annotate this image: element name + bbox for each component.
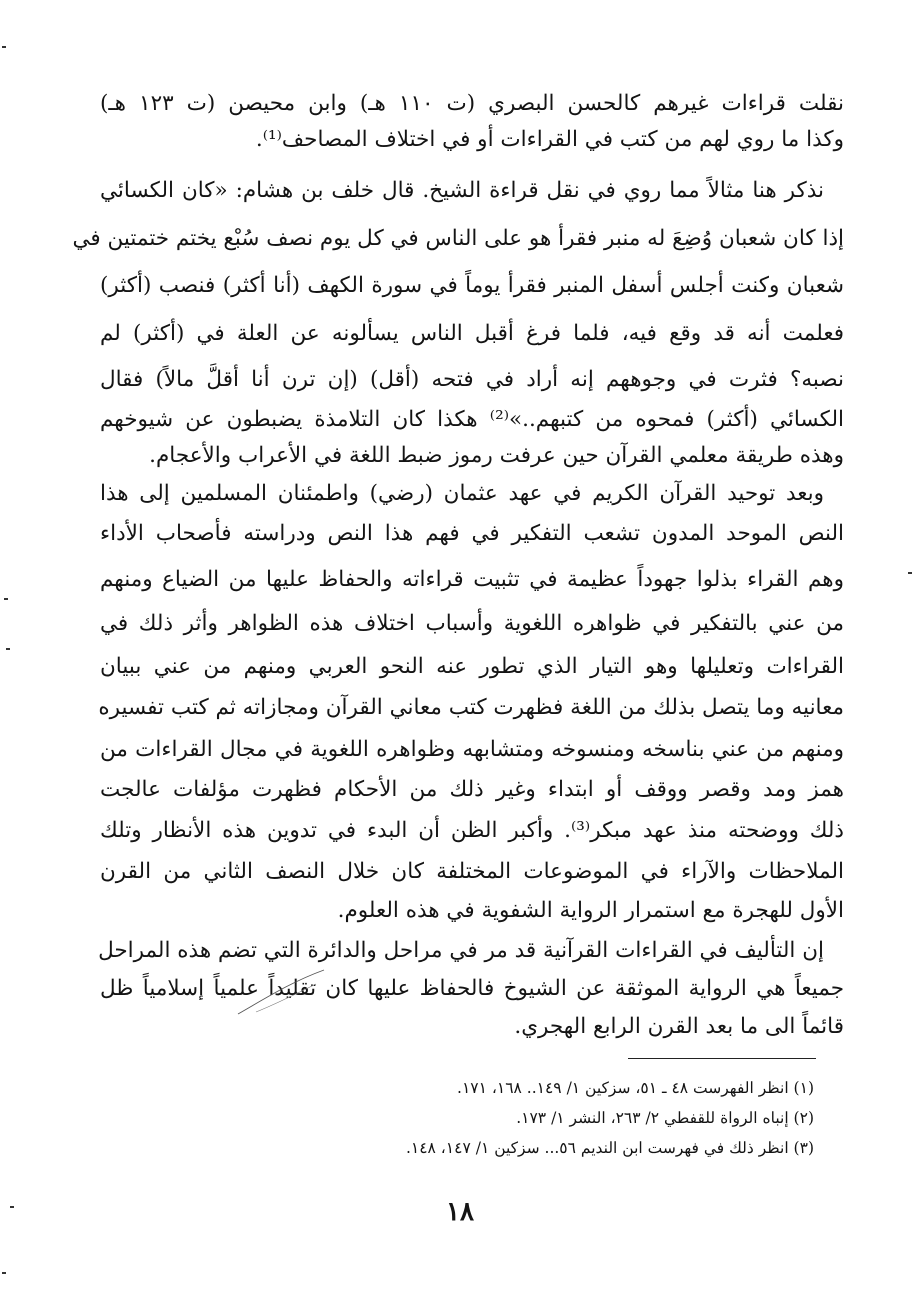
scan-speck (6, 648, 10, 650)
footnote-2: (٢) إنباه الرواة للقفطي ٢/ ٢٦٣، النشر ١/ ١٧٣. (516, 1109, 814, 1127)
text-line: شعبان وكنت أجلس أسفل المنبر فقرأ يوماً في سورة الكهف (أنا أكثر) فنصب (أكثر) (100, 273, 844, 298)
text-line: إن التأليف في القراءات القرآنية قد مر في مراحل والدائرة التي تضم هذه المراحل (98, 938, 824, 963)
text-line: وهذه طريقة معلمي القرآن حين عرفت رموز ضبط اللغة في الأعراب والأعجام. (149, 443, 844, 468)
footnote-separator (628, 1058, 816, 1059)
text-line: نذكر هنا مثالاً مما روي في نقل قراءة الشيخ. قال خلف بن هشام: «كان الكسائي (100, 178, 824, 203)
text-line: النص الموحد المدون تشعب التفكير في فهم هذا النص ودراسته فأصحاب الأداء (100, 521, 844, 546)
text-line: من عني بالتفكير في ظواهره اللغوية وأسباب اختلاف هذه الظواهر وأثر ذلك في (100, 611, 844, 636)
text-line: وبعد توحيد القرآن الكريم في عهد عثمان (رضي) واطمئنان المسلمين إلى هذا (100, 481, 824, 506)
text-line: القراءات وتعليلها وهو التيار الذي تطور عنه النحو العربي ومنهم من عني ببيان (100, 654, 844, 679)
scan-speck (2, 1272, 6, 1274)
text-line: قائماً الى ما بعد القرن الرابع الهجري. (514, 1014, 844, 1039)
page-number: ١٨ (446, 1197, 474, 1227)
text-line: نصبه؟ فثرت في وجوههم إنه أراد في فتحه (أقل) (إن ترن أنا أقلَّ مالاً) فقال (100, 367, 844, 392)
text-line: إذا كان شعبان وُضِعَ له منبر فقرأ هو على الناس في كل يوم نصف سُبْع يختم ختمتين في (72, 226, 844, 251)
text-line: ومنهم من عني بناسخه ومنسوخه ومتشابهه وظواهره اللغوية في مجال القراءات من (100, 737, 844, 762)
text-line: الكسائي (أكثر) فمحوه من كتبهم..»⁽²⁾ هكذا كان التلامذة يضبطون عن شيوخهم (100, 407, 845, 432)
text-line: وهم القراء بذلوا جهوداً عظيمة في تثبيت قراءاته والحفاظ عليها من الضياع ومنهم (100, 567, 844, 592)
scan-speck (908, 572, 912, 574)
text-line: وكذا ما روي لهم من كتب في القراءات أو في اختلاف المصاحف⁽¹⁾. (255, 127, 844, 152)
text-line: الأول للهجرة مع استمرار الرواية الشفوية في هذه العلوم. (337, 898, 844, 923)
text-line: الملاحظات والآراء في الموضوعات المختلفة كان خلال النصف الثاني من القرن (100, 859, 844, 884)
text-line: همز ومد وقصر ووقف أو ابتداء وغير ذلك من الأحكام فظهرت مؤلفات عالجت (100, 777, 844, 802)
text-line: جميعاً هي الرواية الموثقة عن الشيوخ فالحفاظ عليها كان تقليداً علمياً إسلامياً ظل (100, 976, 844, 1001)
footnote-3: (٣) انظر ذلك في فهرست ابن النديم ٥٦... سزكين ١/ ١٤٧، ١٤٨. (405, 1139, 814, 1157)
scan-speck (2, 46, 6, 48)
scan-speck (4, 598, 8, 600)
footnote-1: (١) انظر الفهرست ٤٨ ـ ٥١، سزكين ١/ ١٤٩.. ١٦٨، ١٧١. (457, 1079, 814, 1097)
pen-stroke-mark (236, 968, 326, 1018)
text-line: نقلت قراءات غيرهم كالحسن البصري (ت ١١٠ هـ) وابن محيصن (ت ١٢٣ هـ) (100, 91, 844, 116)
text-line: فعلمت أنه قد وقع فيه، فلما فرغ أقبل الناس يسألونه عن العلة في (أكثر) لم (100, 321, 844, 346)
text-line: معانيه وما يتصل بذلك من اللغة فظهرت كتب معاني القرآن ومجازاته ثم كتب تفسيره (98, 695, 844, 720)
scan-speck (10, 1206, 14, 1208)
text-line: ذلك ووضحته منذ عهد مبكر⁽³⁾. وأكبر الظن أن البدء في تدوين هذه الأنظار وتلك (100, 818, 844, 843)
